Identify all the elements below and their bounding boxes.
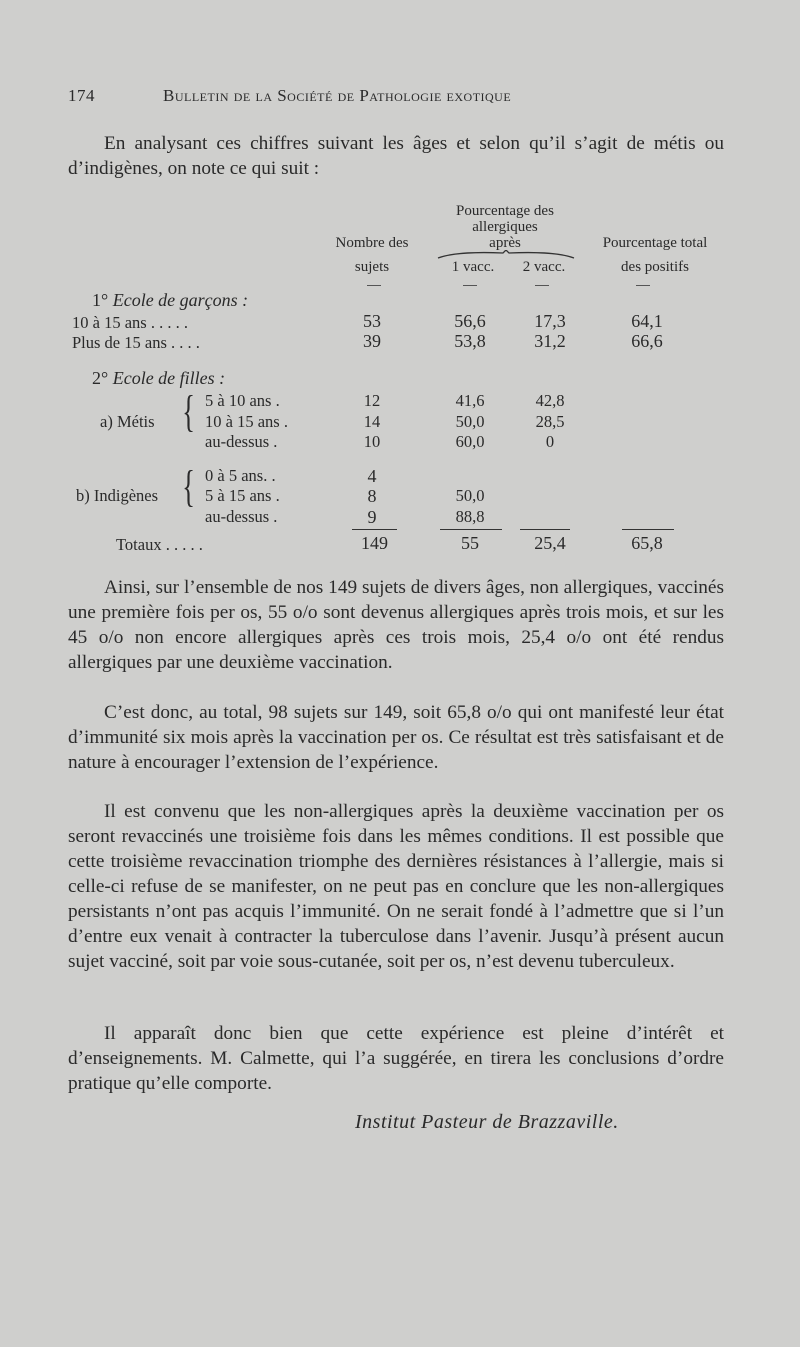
- indigenes-row3-n: 9: [367, 507, 377, 527]
- col-header-total-1: Pourcentage total: [602, 235, 708, 251]
- col-header-pct-3: après: [489, 235, 521, 251]
- metis-brace: {: [182, 387, 195, 436]
- section-2-num: 2°: [92, 368, 109, 388]
- metis-row3-age: au-dessus .: [205, 432, 278, 451]
- signature: Institut Pasteur de Brazzaville.: [355, 1111, 619, 1133]
- row1-tot: 64,1: [631, 311, 663, 331]
- row2-tot: 66,6: [631, 331, 663, 351]
- metis-row1-v1: 41,6: [455, 391, 485, 410]
- indigenes-row2-n: 8: [367, 486, 377, 506]
- indigenes-row2-v1: 50,0: [455, 486, 485, 505]
- metis-row1-v2: 42,8: [535, 391, 565, 410]
- totaux-tot: 65,8: [631, 533, 663, 553]
- total-rule-v2: [520, 529, 570, 530]
- metis-row2-v2: 28,5: [535, 412, 565, 431]
- col-header-total-2: des positifs: [621, 259, 689, 275]
- metis-row3-v1: 60,0: [455, 432, 485, 451]
- col-header-1vacc: 1 vacc.: [451, 259, 495, 275]
- total-rule-tot: [622, 529, 674, 530]
- total-rule-n: [352, 529, 397, 530]
- section-2-heading: [92, 368, 225, 389]
- metis-label: a) Métis: [100, 412, 155, 431]
- col-header-pct-1: Pourcentage des: [456, 203, 554, 219]
- section-1-num: 1°: [92, 290, 109, 310]
- totaux-n: 149: [361, 533, 388, 553]
- intro-paragraph: En analysant ces chiffres suivant les âges et selon qu’il s’agit de métis ou d’indigènes, on note ce qui suit :: [68, 133, 724, 179]
- metis-row2-age: 10 à 15 ans .: [205, 412, 288, 431]
- metis-row2-v1: 50,0: [455, 412, 485, 431]
- section-2-title: Ecole de filles :: [112, 368, 226, 388]
- row1-n: 53: [363, 311, 381, 331]
- indigenes-row3-age: au-dessus .: [205, 507, 278, 526]
- col-header-2vacc: 2 vacc.: [522, 259, 566, 275]
- row1-label: 10 à 15 ans . . . . .: [72, 313, 188, 332]
- dash-4: [636, 285, 650, 286]
- indigenes-row1-n: 4: [367, 466, 377, 486]
- section-1-heading: [92, 290, 248, 311]
- page-number: 174: [68, 86, 95, 105]
- col-header-nombre-2: sujets: [354, 259, 390, 275]
- indigenes-row1-age: 0 à 5 ans. .: [205, 466, 276, 485]
- metis-row2-n: 14: [363, 412, 381, 431]
- running-title: Bulletin de la Société de Pathologie exotique: [163, 86, 512, 105]
- metis-row3-n: 10: [363, 432, 381, 451]
- row2-v1: 53,8: [454, 331, 486, 351]
- row2-v2: 31,2: [534, 331, 566, 351]
- dash-2: [463, 285, 477, 286]
- metis-row3-v2: 0: [545, 432, 555, 451]
- metis-row1-n: 12: [363, 391, 381, 410]
- row2-n: 39: [363, 331, 381, 351]
- paragraph-1: Ainsi, sur l’ensemble de nos 149 sujets de divers âges, non allergiques, vaccinés une première fois per os, 55 o/o sont devenus allergiques après trois mois, et sur les 45 o/o non encore allergiques après ces trois mois, 25,4 o/o ont été rendus allergiques par une deuxième vaccination.: [68, 577, 724, 673]
- metis-row1-age: 5 à 10 ans .: [205, 391, 280, 410]
- indigenes-brace: {: [182, 462, 195, 511]
- indigenes-label: b) Indigènes: [76, 486, 159, 505]
- row1-v2: 17,3: [534, 311, 566, 331]
- indigenes-row2-age: 5 à 15 ans .: [205, 486, 280, 505]
- section-1-title: Ecole de garçons :: [112, 290, 249, 310]
- col-header-nombre-1: Nombre des: [335, 235, 409, 251]
- total-rule-v1: [440, 529, 502, 530]
- paragraph-3: Il est convenu que les non-allergiques après la deuxième vaccination per os seront revaccinés une troisième fois dans les mêmes conditions. Il est possible que cette troisième revaccination triomphe des dernières résistances à l’allergie, mais si celle-ci refuse de se manifester, on ne peut pas en conclure que les non-allergiques persistants n’ont pas acquis l’immunité. On ne serait fondé à l’admettre que si l’un d’entre eux venait à contracter la tuberculose dans l’avenir. Jusqu’à présent aucun sujet vacciné, soit par voie sous-cutanée, soit per os, n’est devenu tuberculeux.: [68, 801, 724, 972]
- dash-1: [367, 285, 381, 286]
- paragraph-4: Il apparaît donc bien que cette expérience est pleine d’intérêt et d’enseignements. M. Calmette, qui l’a suggérée, en tirera les conclusions d’ordre pratique qu’elle comporte.: [68, 1023, 724, 1094]
- totaux-v2: 25,4: [534, 533, 566, 553]
- row2-label: Plus de 15 ans . . . .: [72, 333, 200, 352]
- dash-3: [535, 285, 549, 286]
- totaux-label: Totaux . . . . .: [116, 535, 203, 554]
- col-header-pct-2: allergiques: [472, 219, 538, 235]
- row1-v1: 56,6: [454, 311, 486, 331]
- paragraph-2: C’est donc, au total, 98 sujets sur 149, soit 65,8 o/o qui ont manifesté leur état d’immunité six mois après la vaccination per os. Ce résultat est très satisfaisant et de nature à encourager l’extension de l’expérience.: [68, 702, 724, 773]
- totaux-v1: 55: [461, 533, 479, 553]
- indigenes-row3-v1: 88,8: [455, 507, 485, 526]
